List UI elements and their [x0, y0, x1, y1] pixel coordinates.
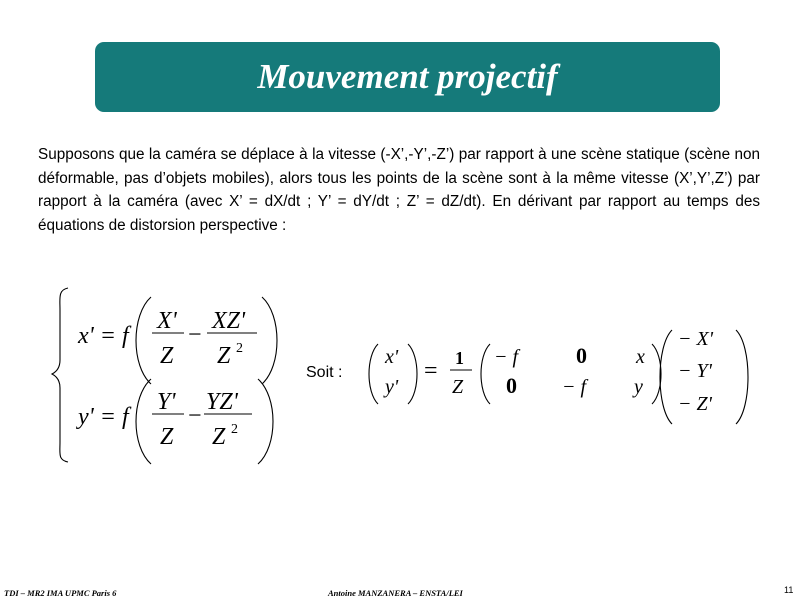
page-number: 11: [784, 585, 794, 595]
matrix-m22: − f: [562, 376, 587, 398]
vec-x: x': [385, 346, 399, 368]
eq1-den1: Z: [160, 343, 174, 369]
vec3-2: − Y': [678, 360, 712, 382]
vec3-1: − X': [678, 328, 713, 350]
body-paragraph: Supposons que la caméra se déplace à la vitesse (-X’,-Y’,-Z’) par rapport à une scène statique (scène non déformable, pas d’objets mobiles), alors tous les points de la scène sont à la même vitesse (X’,Y’,Z’) par rapport à la caméra (avec X’ = dX/dt ; Y’ = dY/dt ; Z’ = dZ/dt). En dérivant par rapport au temps des équations de distorsion perspective :: [38, 146, 760, 234]
eq1-exponent: 2: [236, 341, 243, 356]
vec3-right-paren: [736, 330, 748, 424]
footer-course: TDI – MR2 IMA UPMC Paris 6: [4, 588, 117, 598]
eq1-right-paren: [262, 297, 277, 384]
matrix-m11: − f: [494, 346, 519, 368]
eq1-minus: −: [188, 322, 202, 348]
vec3-3: − Z': [678, 393, 712, 415]
eq2-left-paren: [136, 379, 151, 464]
eq1-lhs: x' = f: [78, 323, 129, 349]
eq1-num2: XZ': [212, 308, 246, 334]
equals-sign: =: [424, 358, 438, 384]
eq1-left-paren: [136, 297, 151, 384]
matrix-m21: 0: [506, 373, 517, 398]
matrix-m12: 0: [576, 343, 587, 368]
vec-y: y': [385, 376, 399, 398]
frac-Z: Z: [452, 376, 464, 398]
vec-left-paren: [369, 344, 378, 404]
system-brace: [52, 288, 68, 462]
eq1-num1: X': [157, 308, 177, 334]
eq2-num1: Y': [157, 389, 176, 415]
slide-title: Mouvement projectif: [257, 57, 558, 96]
eq1-den2: Z: [217, 343, 231, 369]
vec-right-paren: [408, 344, 417, 404]
eq2-lhs: y' = f: [78, 404, 129, 430]
eq2-right-paren: [258, 379, 273, 464]
matrix-left-paren: [481, 344, 490, 404]
footer-author: Antoine MANZANERA – ENSTA/LEI: [328, 588, 463, 598]
vec3-left-paren: [660, 330, 672, 424]
eq2-num2: YZ': [206, 389, 238, 415]
matrix-m23: y: [634, 376, 643, 398]
eq2-den2: Z: [212, 424, 226, 450]
eq2-den1: Z: [160, 424, 174, 450]
eq2-minus: −: [188, 403, 202, 429]
soit-label: Soit :: [306, 364, 343, 381]
matrix-m13: x: [636, 346, 645, 368]
eq2-exponent: 2: [231, 422, 238, 437]
frac-one: 1: [455, 348, 464, 368]
